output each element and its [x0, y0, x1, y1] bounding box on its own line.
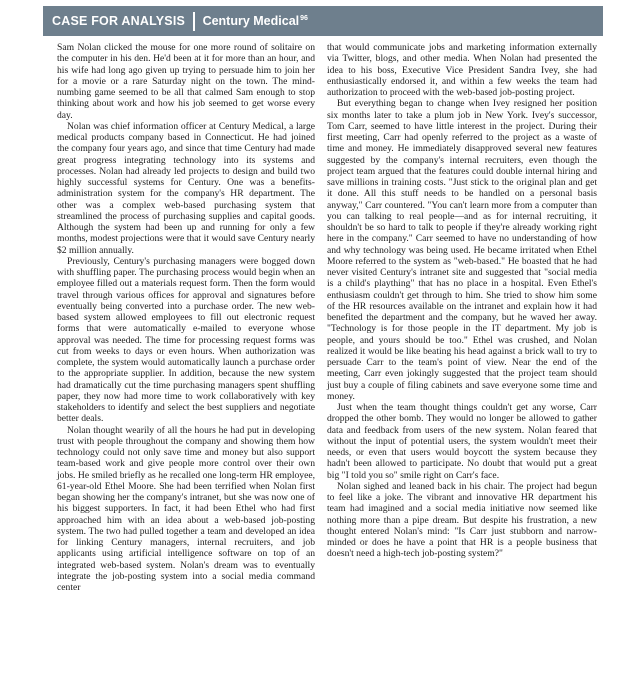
paragraph: Nolan thought wearily of all the hours he had put in developing trust with people throughout the company and showing them how technology could not only save time and money but also support team-based work and give people more control over their own jobs. He smiled briefly as he recalled one long-term HR employee, 61-year-old Ethel Moore. She had been terrified when Nolan first began showing her the company's intranet, but she was now one of his biggest supporters. In fact, it had been Ethel who had first approached him with an idea about a web-based job-posting system. The two had pulled together a team and developed an idea for linking Century managers, internal recruiters, and job applicants using artificial intelligence software on top of an integrated web-based system. Nolan's dream was to eventually integrate the job-posting system into a social media command center [57, 424, 315, 593]
case-title-wrap [203, 14, 308, 28]
paragraph: Sam Nolan clicked the mouse for one more round of solitaire on the computer in his den. He'd been at it for more than an hour, and his wife had long ago given up trying to persuade him to join her for a movie or a rare Saturday night on the town. The mind-numbing game seemed to be all that calmed Sam enough to stop thinking about work and how his job seemed to get worse every day. [57, 42, 315, 121]
paragraph: Just when the team thought things couldn't get any worse, Carr dropped the other bomb. They would no longer be allowed to gather data and feedback from users of the new system. Nolan feared that without the input of potential users, the system wouldn't meet their needs, or even that users would boycott the system because they hadn't been allowed to participate. No doubt that would put a great big "I told you so" smile right on Carr's face. [327, 402, 597, 481]
footnote-marker: 96 [300, 15, 308, 22]
paragraph: Previously, Century's purchasing managers were bogged down with shuffling paper. The purchasing process would begin when an employee filled out a materials request form. Then the form would travel through various offices for approval and signatures before eventually being converted into a purchase order. The new web-based system allowed employees to fill out electronic request forms that were automatically e-mailed to everyone whose approval was needed. The time for processing request forms was cut from weeks to days or even hours. When authorization was complete, the system would automatically launch a purchase order to the appropriate supplier. In addition, because the new system had dramatically cut the time purchasing managers spent shuffling paper, they now had more time to work collaboratively with key stakeholders to identify and select the best suppliers and negotiate better deals. [57, 255, 315, 425]
banner-divider [193, 12, 195, 31]
case-title: Century Medical [202, 14, 300, 28]
case-banner [43, 6, 603, 36]
right-column [327, 42, 597, 560]
paragraph: Nolan sighed and leaned back in his chair. The project had begun to feel like a joke. The vibrant and innovative HR department his team had imagined and a social media initiative now seemed like nothing more than a pipe dream. But despite his frustration, a new thought entered Nolan's mind: "Is Carr just stubborn and narrow-minded or does he have a point that HR is a people business that doesn't need a high-tech job-posting system?" [327, 480, 597, 560]
section-label: CASE FOR ANALYSIS [52, 14, 186, 28]
paragraph: Nolan was chief information officer at Century Medical, a large medical products company based in Connecticut. He had joined the company four years ago, and since that time Century had made great progress integrating technology into its systems and processes. Nolan had already led projects to design and build two highly successful systems for Century. One was a benefits-administration system for the company's HR department. The other was a complex web-based purchasing system that streamlined the process of purchasing supplies and capital goods. Although the system had been up and running for only a few months, modest projections were that it would save Century nearly $2 million annually. [57, 120, 315, 256]
paragraph: that would communicate jobs and marketing information externally via Twitter, blogs, and other media. When Nolan had presented the idea to his boss, Executive Vice President Sandra Ivey, she had enthusiastically endorsed it, and within a few weeks the team had authorization to proceed with the web-based job-posting project. [327, 42, 597, 98]
paragraph: But everything began to change when Ivey resigned her position six months later to take a plum job in New York. Ivey's successor, Tom Carr, seemed to have little interest in the project. During their first meeting, Carr had openly referred to the project as a waste of time and money. He immediately disapproved several new features suggested by the company's internal recruiters, even though the project team argued that the features could double internal hiring and save millions in training costs. "Just stick to the original plan and get it done. All this stuff needs to be handled on a personal basis anyway," Carr countered. "You can't learn more from a computer than you can talking to real people—and as for internal recruiting, it shouldn't be so hard to talk to people if they're already working right here in the company." Carr seemed to have no understanding of how and why technology was being used. He became irritated when Ethel Moore referred to the system as "web-based." He boasted that he had never visited Century's intranet site and suggested that "social media is a child's plaything" that has no place in a hospital. Even Ethel's enthusiasm couldn't get through to him. She tried to show him some of the HR resources available on the intranet and explain how it had benefited the department and the company, but he waved her away. "Technology is for those people in the IT department. My job is people, and yours should be too." Ethel was crushed, and Nolan realized it would be like beating his head against a brick wall to try to persuade Carr to the team's point of view. Near the end of the meeting, Carr even jokingly suggested that the project team should just buy a couple of filing cabinets and save everyone some time and money. [327, 98, 597, 402]
left-column [57, 42, 315, 593]
